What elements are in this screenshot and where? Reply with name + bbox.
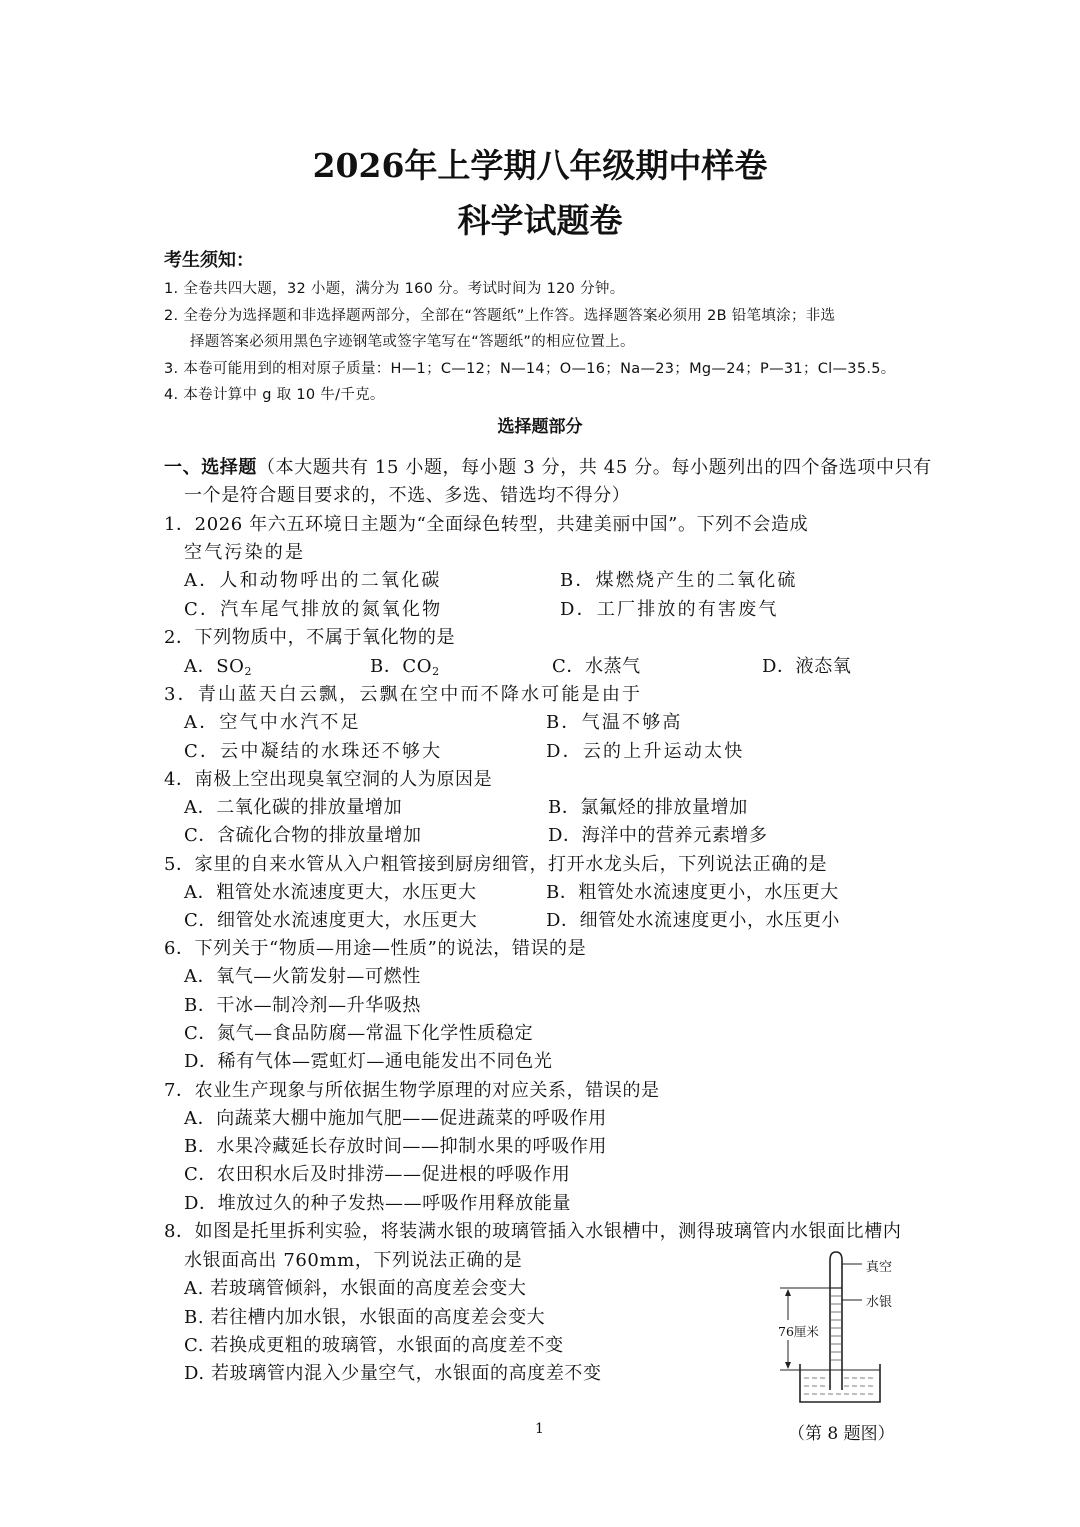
q8-stem: 8．如图是托里拆利实验，将装满水银的玻璃管插入水银槽中，测得玻璃管内水银面比槽内 (164, 1221, 902, 1242)
notice-item-3: 3. 本卷可能用到的相对原子质量：H—1；C—12；N—14；O—16；Na—23；Mg—24；P—31；Cl—35.5。 (164, 361, 896, 377)
q2-option-a: A．$SO_2$ (184, 656, 253, 678)
q3-stem: 3．青山蓝天白云飘，云飘在空中而不降水可能是由于 (164, 684, 643, 705)
q7-stem: 7．农业生产现象与所依据生物学原理的对应关系，错误的是 (164, 1080, 660, 1101)
q8-option-d: D. 若玻璃管内混入少量空气，水银面的高度差不变 (184, 1363, 602, 1384)
q8-option-c: C. 若换成更粗的玻璃管，水银面的高度差不变 (184, 1335, 564, 1356)
part-instructions (164, 453, 932, 479)
q2-option-c: C．水蒸气 (552, 656, 641, 677)
q4-stem: 4．南极上空出现臭氧空洞的人为原因是 (164, 769, 493, 790)
exam-title: 2026年上学期八年级期中样卷 (312, 146, 768, 185)
part-desc: （本大题共有 15 小题，每小题 3 分，共 45 分。每小题列出的四个备选项中只有 (257, 457, 932, 478)
label-mercury: 水银 (866, 1295, 893, 1310)
label-height: 76厘米 (778, 1324, 819, 1339)
q5-option-c: C．细管处水流速度更大，水压更大 (184, 910, 478, 931)
figure-caption: （第 8 题图） (788, 1424, 895, 1444)
q1-stem-cont: 空气污染的是 (184, 542, 306, 563)
part-desc-cont: 一个是符合题目要求的，不选、多选、错选均不得分） (184, 485, 631, 506)
q1-option-a: A．人和动物呼出的二氧化碳 (184, 570, 442, 591)
q7-option-d: D．堆放过久的种子发热——呼吸作用释放能量 (184, 1193, 572, 1214)
q1-option-d: D．工厂排放的有害废气 (560, 599, 779, 620)
q3-option-a: A．空气中水汽不足 (184, 712, 361, 733)
page-number: 1 (535, 1421, 544, 1437)
notice-item-2-cont: 择题答案必须用黑色字迹钢笔或签字笔写在“答题纸”的相应位置上。 (190, 334, 635, 350)
q8-option-b: B. 若往槽内加水银，水银面的高度差会变大 (184, 1307, 546, 1328)
q3-option-c: C．云中凝结的水珠还不够大 (184, 741, 443, 762)
notice-item-2: 2. 全卷分为选择题和非选择题两部分，全部在“答题纸”上作答。选择题答案必须用 2B 铅笔填涂；非选 (164, 308, 836, 324)
q7-option-b: B．水果冷藏延长存放时间——抑制水果的呼吸作用 (184, 1136, 608, 1157)
section-title: 选择题部分 (497, 417, 583, 437)
q2-option-b: B．$CO_2$ (370, 656, 440, 678)
notice-heading: 考生须知： (164, 250, 254, 271)
q2-option-d: D．液态氧 (762, 656, 852, 677)
notice-item-4: 4. 本卷计算中 g 取 10 牛/千克。 (164, 387, 385, 403)
q1-option-c: C．汽车尾气排放的氮氧化物 (184, 599, 443, 620)
q6-option-c: C．氮气—食品防腐—常温下化学性质稳定 (184, 1023, 534, 1044)
q2-stem: 2．下列物质中，不属于氧化物的是 (164, 627, 456, 648)
q5-option-b: B．粗管处水流速度更小，水压更大 (546, 882, 839, 903)
q5-stem: 5．家里的自来水管从入户粗管接到厨房细管，打开水龙头后，下列说法正确的是 (164, 854, 828, 875)
part-label: 一、选择题 (164, 457, 257, 478)
q8-option-a: A. 若玻璃管倾斜，水银面的高度差会变大 (184, 1278, 527, 1299)
q3-option-d: D．云的上升运动太快 (546, 741, 745, 762)
q4-option-c: C．含硫化合物的排放量增加 (184, 825, 422, 846)
q4-option-b: B．氯氟烃的排放量增加 (548, 797, 748, 818)
q1-stem: 1．2026 年六五环境日主题为“全面绿色转型，共建美丽中国”。下列不会造成 (164, 514, 809, 535)
q5-option-a: A．粗管处水流速度更大，水压更大 (184, 882, 477, 903)
q5-option-d: D．细管处水流速度更小，水压更小 (546, 910, 841, 931)
notice-item-1: 1. 全卷共四大题，32 小题，满分为 160 分。考试时间为 120 分钟。 (164, 281, 625, 297)
q7-option-a: A．向蔬菜大棚中施加气肥——促进蔬菜的呼吸作用 (184, 1108, 607, 1129)
q8-stem-cont: 水银面高出 760mm，下列说法正确的是 (184, 1250, 523, 1271)
q6-option-a: A．氧气—火箭发射—可燃性 (184, 966, 421, 987)
q6-stem: 6．下列关于“物质—用途—性质”的说法，错误的是 (164, 938, 587, 959)
q7-option-c: C．农田积水后及时排涝——促进根的呼吸作用 (184, 1164, 571, 1185)
q4-option-a: A．二氧化碳的排放量增加 (184, 797, 403, 818)
q1-option-b: B．煤燃烧产生的二氧化硫 (560, 570, 798, 591)
subject-title: 科学试题卷 (457, 201, 623, 240)
q6-option-d: D．稀有气体—霓虹灯—通电能发出不同色光 (184, 1051, 553, 1072)
q6-option-b: B．干冰—制冷剂—升华吸热 (184, 995, 422, 1016)
q3-option-b: B．气温不够高 (546, 712, 683, 733)
label-vacuum: 真空 (866, 1260, 893, 1275)
q4-option-d: D．海洋中的营养元素增多 (548, 825, 768, 846)
